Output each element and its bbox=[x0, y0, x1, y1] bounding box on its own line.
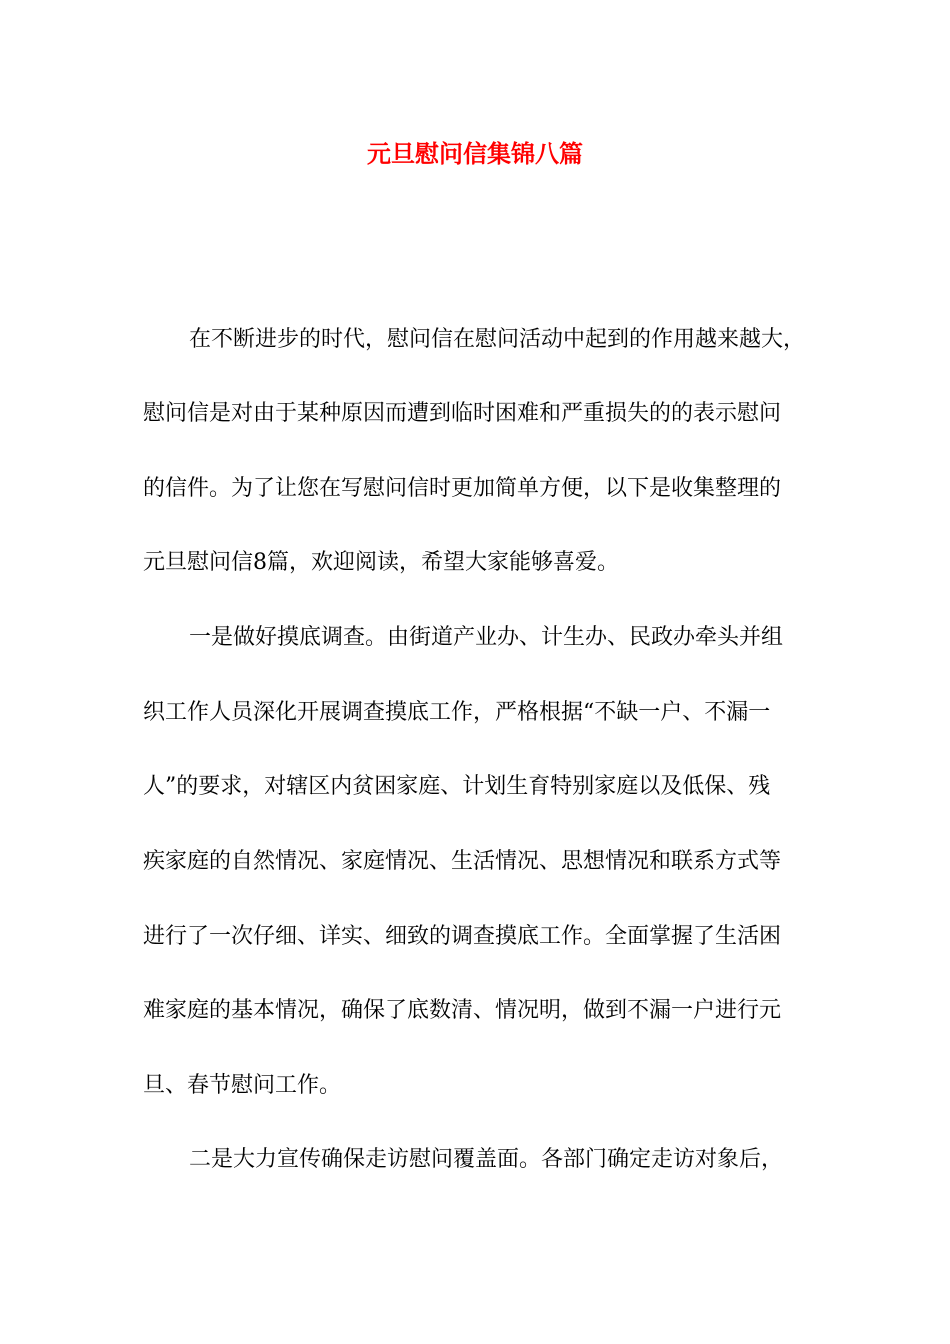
paragraph-2-line-3: 人”的要求，对辖区内贫困家庭、计划生育特别家庭以及低保、残 bbox=[143, 774, 771, 799]
paragraph-1-line-4: 元旦慰问信8篇，欢迎阅读，希望大家能够喜爱。 bbox=[143, 550, 619, 575]
paragraph-2-line-4: 疾家庭的自然情况、家庭情况、生活情况、思想情况和联系方式等 bbox=[143, 849, 782, 874]
paragraph-2-line-5: 进行了一次仔细、详实、细致的调查摸底工作。全面掌握了生活困 bbox=[143, 924, 782, 949]
paragraph-1-line-2: 慰问信是对由于某种原因而遭到临时困难和严重损失的的表示慰问 bbox=[143, 401, 782, 426]
paragraph-3-line-1: 二是大力宣传确保走访慰问覆盖面。各部门确定走访对象后， bbox=[189, 1147, 784, 1172]
paragraph-2-line-6: 难家庭的基本情况，确保了底数清、情况明，做到不漏一户进行元 bbox=[143, 998, 782, 1023]
document-title: 元旦慰问信集锦八篇 bbox=[367, 139, 583, 168]
paragraph-1-line-1: 在不断进步的时代，慰问信在慰问活动中起到的作用越来越大， bbox=[189, 327, 806, 352]
paragraph-2-line-1: 一是做好摸底调查。由街道产业办、计生办、民政办牵头并组 bbox=[189, 625, 784, 650]
paragraph-2-line-2: 织工作人员深化开展调查摸底工作，严格根据“不缺一户、不漏一 bbox=[143, 700, 771, 725]
paragraph-1-line-3: 的信件。为了让您在写慰问信时更加简单方便，以下是收集整理的 bbox=[143, 476, 782, 501]
paragraph-2-line-7: 旦、春节慰问工作。 bbox=[143, 1073, 342, 1098]
